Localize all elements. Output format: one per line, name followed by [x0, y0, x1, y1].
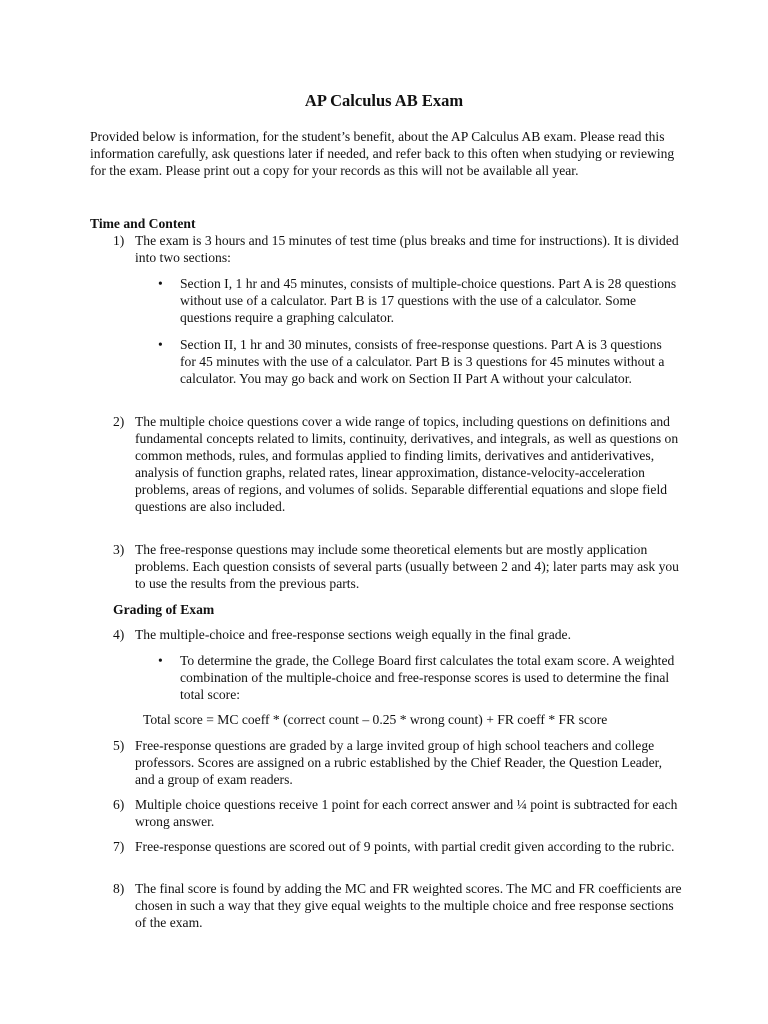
intro-paragraph: Provided below is information, for the student’s benefit, about the AP Calculus AB exam. Please read this information carefully, ask questions later if needed, and refer back to this often when studying or reviewing for the exam. Please print out a copy for your records as this will not be available all year.	[90, 129, 675, 178]
list-item	[113, 880, 683, 931]
list-item-text: The multiple choice questions cover a wide range of topics, including questions on definitions and fundamental concepts related to limits, continuity, derivatives, and integrals, as well as questions on common methods, rules, and formulas applied to finding limits, derivatives and antiderivatives, analysis of function graphs, related rates, linear approximation, distance-velocity-acceleration problems, areas of regions, and volumes of solids. Separable differential equations and slope field questions are also included.	[135, 414, 679, 514]
score-formula: Total score = MC coeff * (correct count – 0.25 * wrong count) + FR coeff * FR score	[143, 712, 608, 727]
bullet-icon: •	[158, 276, 163, 291]
bullet-item	[158, 275, 678, 326]
list-item-text: Multiple choice questions receive 1 point for each correct answer and ¼ point is subtracted for each wrong answer.	[135, 797, 678, 829]
list-item	[113, 737, 683, 788]
list-item-number: 2)	[113, 414, 125, 429]
list-item	[113, 838, 683, 855]
list-item	[113, 626, 683, 643]
list-item	[113, 413, 683, 515]
list-item-number: 1)	[113, 233, 125, 248]
bullet-icon: •	[158, 337, 163, 352]
section-heading-time-content: Time and Content	[90, 216, 196, 231]
list-item-number: 3)	[113, 542, 125, 557]
list-item-text: Free-response questions are scored out of 9 points, with partial credit given according to the rubric.	[135, 839, 675, 854]
section-heading-grading: Grading of Exam	[113, 602, 215, 617]
list-item-text: The final score is found by adding the MC and FR weighted scores. The MC and FR coefficients are chosen in such a way that they give equal weights to the multiple choice and free response sections of the exam.	[135, 881, 682, 930]
list-item-number: 4)	[113, 627, 125, 642]
list-item	[113, 796, 683, 830]
list-item-number: 8)	[113, 881, 125, 896]
page-title: AP Calculus AB Exam	[304, 91, 464, 110]
list-item-number: 5)	[113, 738, 125, 753]
list-item-text: The free-response questions may include some theoretical elements but are mostly application problems. Each question consists of several parts (usually between 2 and 4); later parts may ask you to use the results from the previous parts.	[135, 542, 679, 591]
list-item	[113, 232, 683, 266]
list-item-text: The multiple-choice and free-response sections weigh equally in the final grade.	[135, 627, 571, 642]
bullet-icon: •	[158, 653, 163, 668]
bullet-text: Section I, 1 hr and 45 minutes, consists of multiple-choice questions. Part A is 28 questions without use of a calculator. Part B is 17 questions with the use of a calculator. Some questions require a graphing calculator.	[180, 276, 677, 325]
bullet-text: To determine the grade, the College Board first calculates the total exam score. A weighted combination of the multiple-choice and free-response scores is used to determine the final total score:	[180, 653, 675, 702]
list-item	[113, 541, 683, 592]
list-item-text: Free-response questions are graded by a large invited group of high school teachers and college professors. Scores are assigned on a rubric established by the Chief Reader, the Question Leader, and a group of exam readers.	[135, 738, 663, 787]
bullet-item	[158, 336, 678, 387]
list-item-number: 6)	[113, 797, 125, 812]
list-item-number: 7)	[113, 839, 125, 854]
bullet-item	[158, 652, 678, 703]
bullet-text: Section II, 1 hr and 30 minutes, consists of free-response questions. Part A is 3 questions for 45 minutes with the use of a calculator. Part B is 3 questions for 45 minutes without a calculator. You may go back and work on Section II Part A without your calculator.	[180, 337, 665, 386]
list-item-text: The exam is 3 hours and 15 minutes of test time (plus breaks and time for instructions). It is divided into two sections:	[135, 233, 679, 265]
